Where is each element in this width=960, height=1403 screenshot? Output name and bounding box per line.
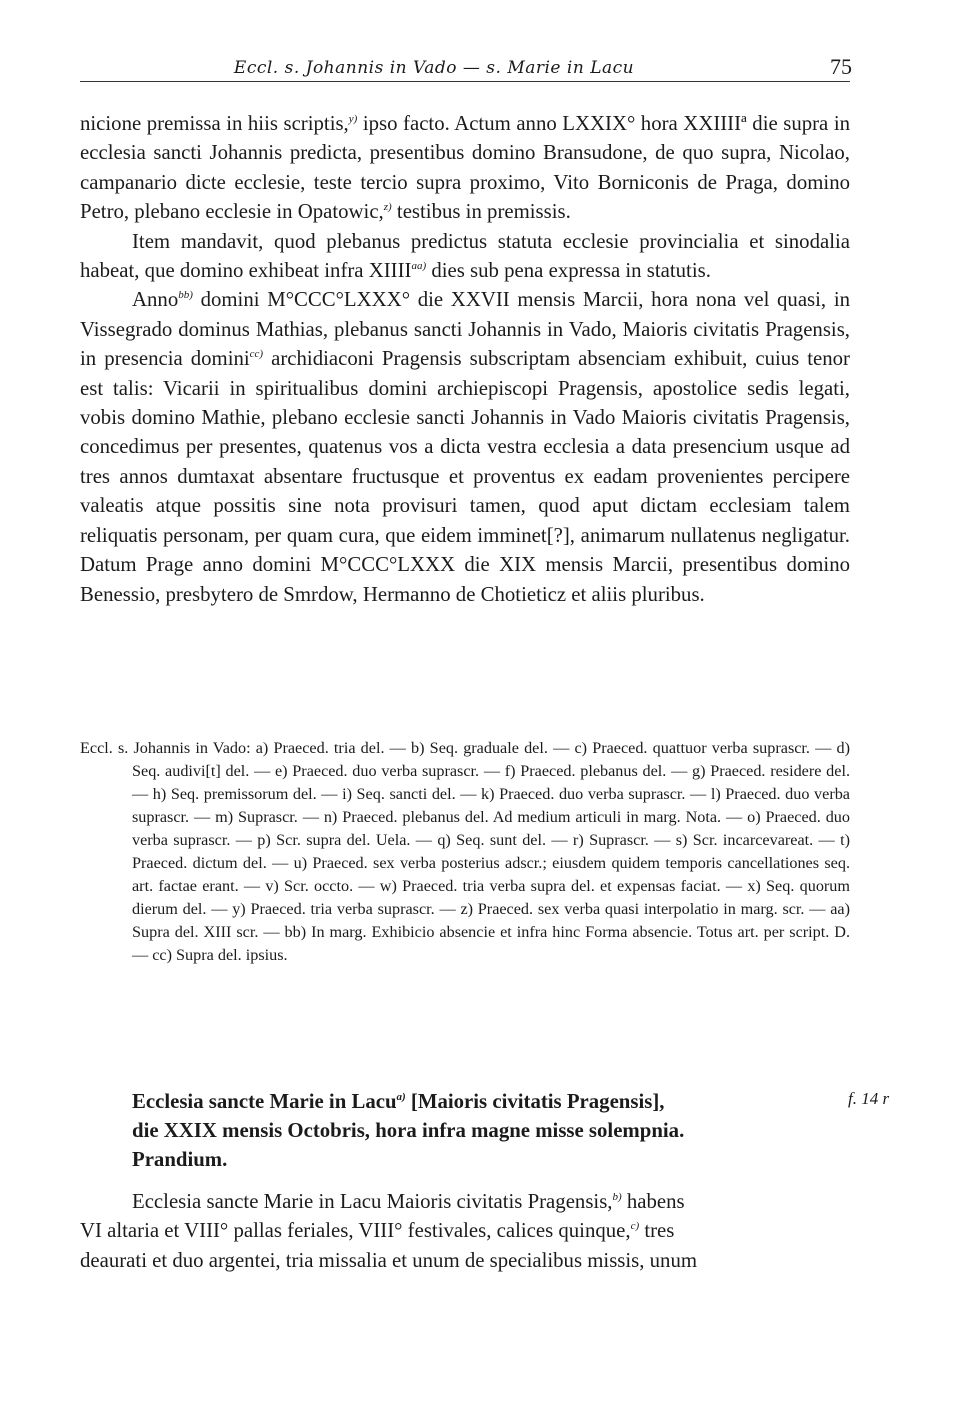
footnote-mark-c: c) — [630, 1220, 640, 1233]
footnote-mark-a: a) — [396, 1091, 406, 1103]
text-run: habens — [621, 1190, 685, 1213]
text-run: [Maioris civitatis Pragensis], — [405, 1090, 665, 1113]
footnote-mark-z: z) — [383, 201, 392, 214]
critical-apparatus — [80, 737, 850, 967]
paragraph-3 — [80, 285, 850, 608]
text-run: VI altaria et VIII° pallas feriales, VIII° festivales, calices quinque, — [80, 1219, 631, 1243]
text-run: Anno — [132, 288, 179, 312]
text-run: ipso facto. Actum anno LXXIX° hora XXIIIIª die supra in ecclesia sancti Johannis predicta, presentibus domino Bransudone, de quo supra, Nicolao, campanario dicte ecclesie, teste tercio supra proximo, Vito Borniconis de Praga, domino Petro, plebano ecclesie in Opatowic, — [80, 112, 850, 224]
text-run: archidiaconi Pragensis subscriptam absenciam exhibuit, cuius tenor est talis: Vicarii in spiritualibus domini archiepiscopi Pragensis, apostolice sedis legati, vobis domino Mathie, plebano ecclesie sancti Johannis in Vado Maioris civitatis Pragensis, concedimus per presentes, quatenus vos a dicta vestra ecclesia a data presencium usque ad tres annos dumtaxat absentare fructusque et proventus ex eadam provenientes percipere valeatis atque possitis sine nota provisuri tamen, quod aput dictam ecclesiam talem reliquatis personam, per quam cura, que eidem imminet[?], animarum nullatenus negligatur. Datum Prage anno domini M°CCC°LXXX die XIX mensis Marcii, presentibus domino Benessio, presbytero de Smrdow, Hermanno de Chotieticz et aliis pluribus. — [80, 347, 850, 606]
text-run: dies sub pena expressa in statutis. — [426, 259, 711, 283]
paragraph-2 — [80, 227, 850, 286]
section-text — [80, 1187, 850, 1275]
apparatus-notes: Eccl. s. Johannis in Vado: a) Praeced. tria del. — b) Seq. graduale del. — c) Praeced. quattuor verba suprascr. — d) Seq. audivi[t] del. — e) Praeced. duo verba suprascr. — f) Praeced. plebanus del. — g) Praeced. residere del. — h) Seq. premissorum del. — i) Seq. sancti del. — k) Praeced. duo verba suprascr. — l) Praeced. duo verba suprascr. — m) Suprascr. — n) Praeced. plebanus del. Ad medium articuli in marg. Nota. — o) Praeced. duo verba suprascr. — p) Scr. supra del. Uela. — q) Seq. sunt del. — r) Suprascr. — s) Scr. incarcevareat. — t) Praeced. dictum del. — u) Praeced. sex verba posterius adscr.; eiusdem quidem temporis cancellationes seq. art. factae erant. — v) Scr. occto. — w) Praeced. tria verba supra del. et expensas faciat. — x) Seq. quorum dierum del. — y) Praeced. tria verba suprascr. — z) Praeced. sex verba quasi interpolatio in marg. scr. — aa) Supra del. XIII scr. — bb) In marg. Exhibicio absencie et infra hinc Forma absencie. Totus art. per script. D. — cc) Supra del. ipsius. — [80, 739, 850, 964]
text-run: nicione premissa in hiis scriptis, — [80, 112, 349, 135]
section-heading — [132, 1087, 812, 1174]
section-text-line-2 — [80, 1216, 850, 1245]
paragraph-1 — [80, 109, 850, 227]
main-text — [80, 109, 850, 609]
text-run: Ecclesia sancte Marie in Lacu Maioris civitatis Pragensis, — [132, 1190, 613, 1213]
text-run: tres — [639, 1219, 675, 1243]
heading-line-2: die XXIX mensis Octobris, hora infra magne misse solempnia. — [132, 1119, 685, 1142]
text-run: Ecclesia sancte Marie in Lacu — [132, 1090, 397, 1113]
text-run: Item mandavit, quod plebanus predictus statuta ecclesie provincialia et sinodalia habeat, que domino exhibeat infra XIIII — [80, 229, 850, 283]
text-run: domini M°CCC°LXXX° die XXVII mensis Marcii, hora nona vel quasi, in Vissegrado dominus Mathias, plebanus sancti Johannis in Vado, Maioris civitatis Pragensis, in presencia domini — [80, 288, 850, 371]
section-text-line-3: deaurati et duo argentei, tria missalia et unum de specialibus missis, unum — [80, 1248, 698, 1272]
footnote-mark-bb: bb) — [178, 289, 193, 302]
footnote-mark-b: b) — [612, 1191, 622, 1203]
heading-line-3: Prandium. — [132, 1148, 228, 1171]
page-number: 75 — [830, 54, 852, 79]
text-run: testibus in premissis. — [391, 200, 571, 224]
footnote-mark-y: y) — [348, 113, 358, 125]
footnote-mark-cc: cc) — [249, 348, 264, 361]
running-title: Eccl. s. Johannis in Vado — s. Marie in Lacu — [233, 58, 635, 78]
header-rule — [80, 81, 850, 82]
section-text-line-1 — [80, 1187, 850, 1216]
folio-reference: f. 14 r — [848, 1089, 890, 1108]
heading-line-1 — [132, 1087, 812, 1116]
footnote-mark-aa: aa) — [411, 260, 427, 273]
